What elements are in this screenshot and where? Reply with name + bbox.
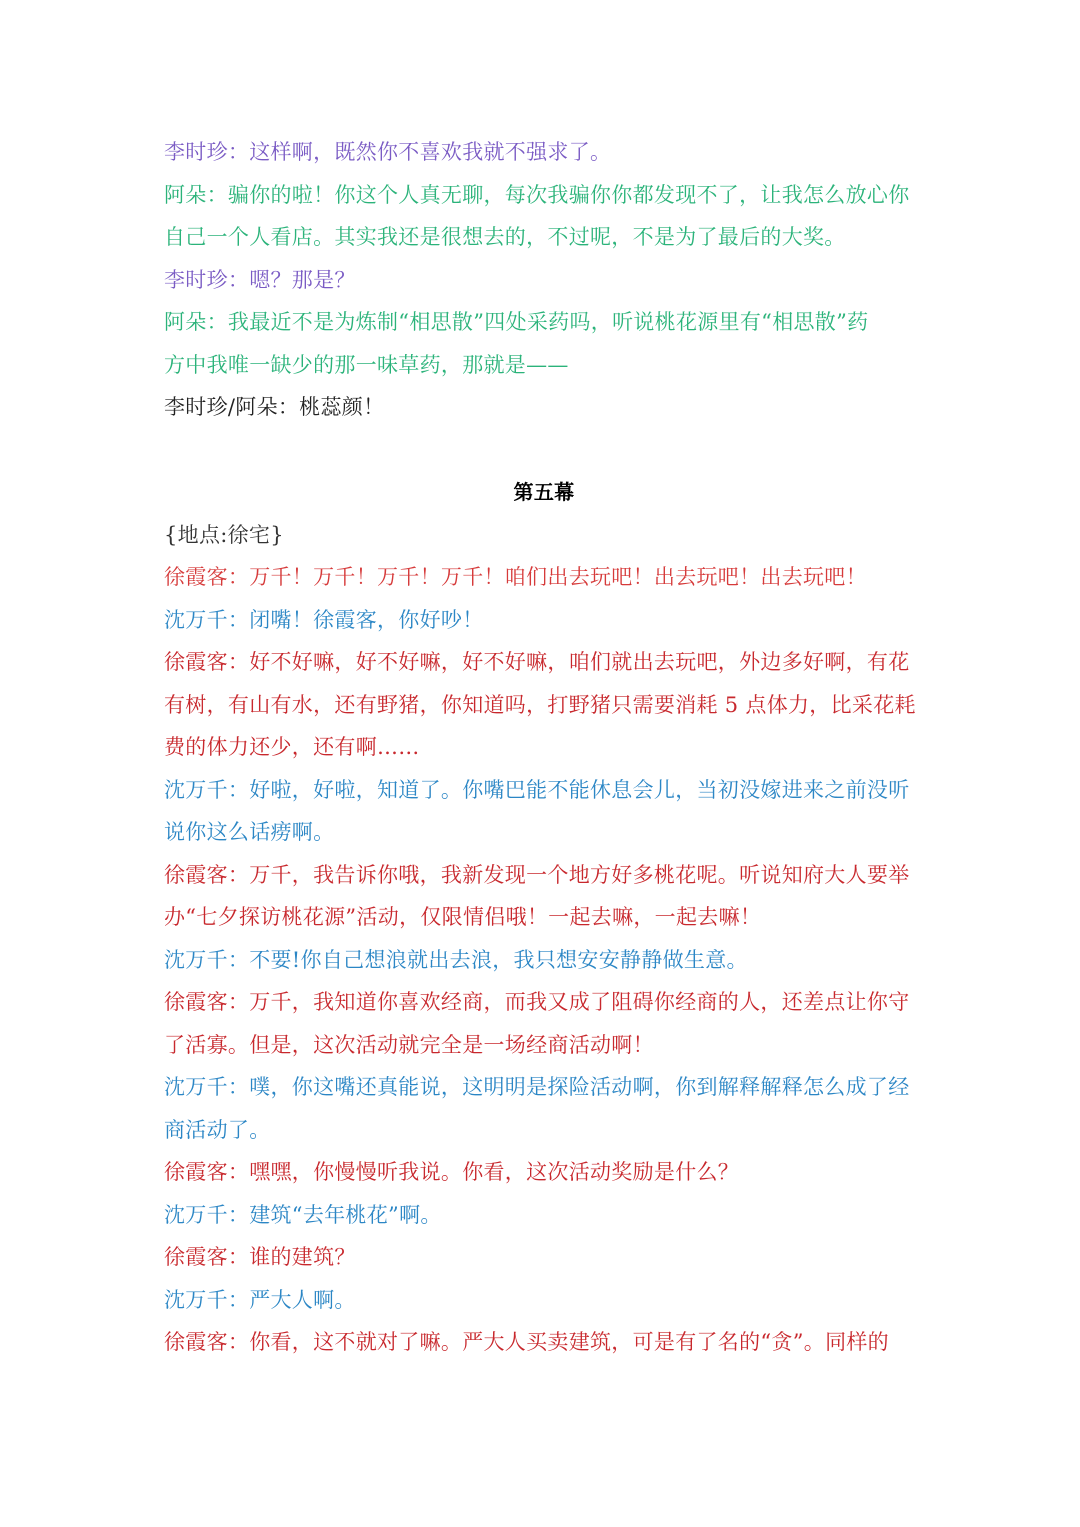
dialogue-line: 沈万千：严大人啊。 — [164, 1287, 356, 1312]
dialogue-line: 徐霞客：你看，这不就对了嘛。严大人买卖建筑，可是有了名的“贪”。同样的 — [164, 1330, 889, 1354]
dialogue-line: 徐霞客：万千，我知道你喜欢经商，而我又成了阻碍你经商的人，还差点让你守 — [164, 990, 910, 1014]
dialogue-line: 沈万千：闭嘴！徐霞客，你好吵！ — [164, 607, 484, 632]
dialogue-line: 商活动了。 — [164, 1117, 271, 1142]
dialogue-line: 徐霞客：万千！万千！万千！万千！咱们出去玩吧！出去玩吧！出去玩吧！ — [164, 565, 867, 589]
dialogue-line: 费的体力还少，还有啊…… — [164, 735, 420, 759]
dialogue-line: 徐霞客：谁的建筑？ — [164, 1245, 356, 1269]
dialogue-line: 李时珍：这样啊，既然你不喜欢我就不强求了。 — [164, 140, 612, 164]
dialogue-line: 李时珍/阿朵：桃蕊颜！ — [164, 395, 385, 419]
dialogue-line: 了活寡。但是，这次活动就完全是一场经商活动啊！ — [164, 1032, 654, 1057]
dialogue-line: 沈万千：好啦，好啦，知道了。你嘴巴能不能休息会儿，当初没嫁进来之前没听 — [164, 777, 910, 802]
dialogue-line: 说你这么话痨啊。 — [164, 820, 335, 844]
dialogue-line: 沈万千：不要!你自己想浪就出去浪，我只想安安静静做生意。 — [164, 947, 748, 972]
dialogue-line: 有树，有山有水，还有野猪，你知道吗，打野猪只需要消耗 5 点体力，比采花耗 — [164, 692, 916, 717]
dialogue-line: 沈万千：建筑“去年桃花”啊。 — [164, 1202, 442, 1227]
dialogue-line: 徐霞客：好不好嘛，好不好嘛，好不好嘛，咱们就出去玩吧，外边多好啊，有花 — [164, 650, 910, 674]
act-title: 第五幕 — [513, 480, 575, 504]
scene-location: {地点:徐宅} — [164, 522, 284, 547]
dialogue-line: 徐霞客：嘿嘿，你慢慢听我说。你看，这次活动奖励是什么？ — [164, 1160, 740, 1184]
dialogue-line: 李时珍：嗯？那是？ — [164, 267, 356, 292]
dialogue-line: 阿朵：我最近不是为炼制“相思散”四处采药吗，听说桃花源里有“相思散”药 — [164, 310, 869, 334]
dialogue-line: 方中我唯一缺少的那一味草药，那就是—— — [164, 352, 569, 377]
script-page — [164, 131, 924, 1364]
dialogue-line: 自己一个人看店。其实我还是很想去的，不过呢，不是为了最后的大奖。 — [164, 225, 846, 249]
dialogue-line: 阿朵：骗你的啦！你这个人真无聊，每次我骗你你都发现不了，让我怎么放心你 — [164, 182, 910, 207]
dialogue-line: 徐霞客：万千，我告诉你哦，我新发现一个地方好多桃花呢。听说知府大人要举 — [164, 862, 910, 887]
section-spacer — [164, 429, 924, 472]
dialogue-line: 办“七夕探访桃花源”活动，仅限情侣哦！一起去嘛，一起去嘛！ — [164, 905, 762, 929]
dialogue-line: 沈万千：噗，你这嘴还真能说，这明明是探险活动啊，你到解释解释怎么成了经 — [164, 1075, 910, 1099]
